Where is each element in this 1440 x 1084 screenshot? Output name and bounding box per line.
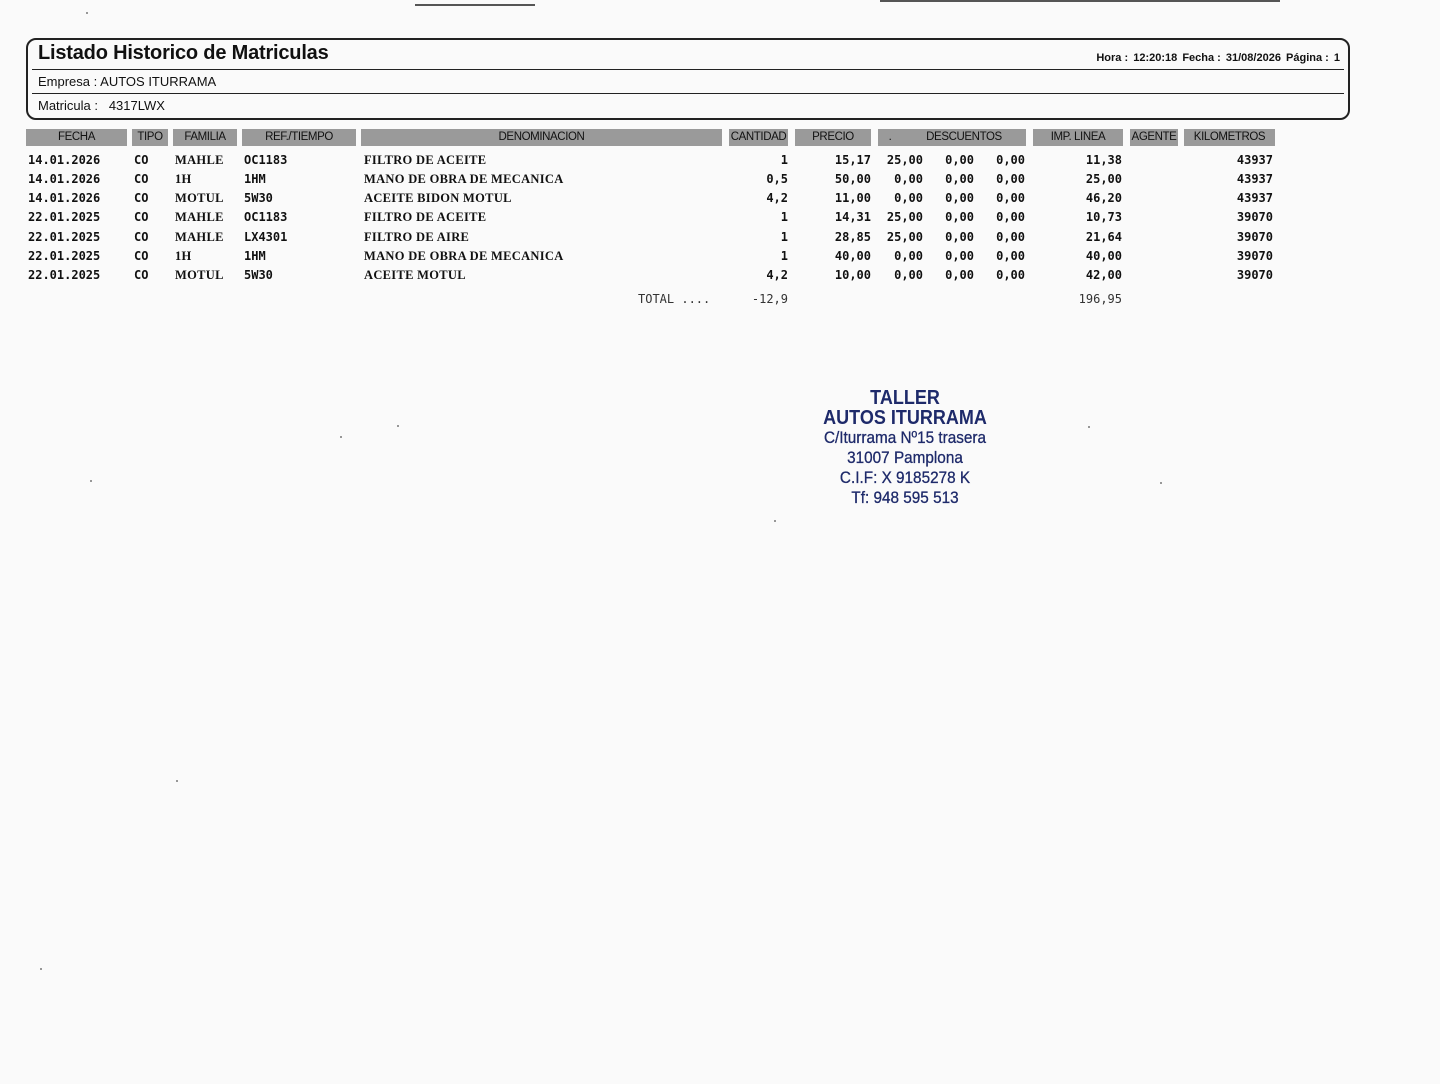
table-row [0,266,1440,285]
cell-denominacion: ACEITE BIDON MOTUL [364,191,512,205]
cell-descuento-1: 25,00 [886,230,923,244]
cell-cantidad: 4,2 [766,268,788,282]
stamp-line-taller: TALLER [870,387,940,409]
scan-speck [1160,482,1162,484]
cell-descuento-3: 0,00 [996,268,1025,282]
pagina-label: Página : [1286,52,1329,64]
cell-descuento-1: 25,00 [886,210,923,224]
cell-precio: 28,85 [834,230,871,244]
pagina-value: 1 [1333,52,1340,64]
scan-speck [86,12,88,14]
scan-edge-line [415,4,535,6]
cell-ref: OC1183 [244,210,288,224]
cell-tipo: CO [134,268,149,282]
cell-cantidad: 1 [780,210,788,224]
cell-tipo: CO [134,230,149,244]
header-divider [32,69,1344,70]
table-row [0,170,1440,189]
cell-denominacion: FILTRO DE ACEITE [364,210,487,224]
scan-speck [340,436,342,438]
cell-familia: 1H [175,172,192,186]
stamp-line-city: 31007 Pamplona [847,448,963,467]
cell-precio: 14,31 [834,210,871,224]
scan-speck [176,780,178,782]
cell-descuento-2: 0,00 [945,153,974,167]
cell-precio: 15,17 [834,153,871,167]
column-header-agente: AGENTE [1130,129,1178,146]
cell-fecha: 14.01.2026 [28,172,101,186]
cell-cantidad: 1 [780,249,788,263]
cell-fecha: 14.01.2026 [28,153,101,167]
table-row [0,151,1440,170]
stamp-line-company: AUTOS ITURRAMA [823,407,987,429]
cell-descuento-1: 0,00 [894,191,923,205]
column-header-fecha: FECHA [26,129,127,146]
cell-fecha: 22.01.2025 [28,268,101,282]
cell-descuento-3: 0,00 [996,191,1025,205]
hora-label: Hora : [1096,52,1129,64]
hora-value: 12:20:18 [1133,52,1178,64]
cell-imp-linea: 21,64 [1085,230,1122,244]
cell-descuento-2: 0,00 [945,191,974,205]
table-row [0,228,1440,247]
cell-fecha: 22.01.2025 [28,249,101,263]
total-label: TOTAL .... [638,292,711,306]
column-header-tipo: TIPO [132,129,168,146]
cell-denominacion: ACEITE MOTUL [364,268,466,282]
column-header-ref: REF./TIEMPO [242,129,356,146]
cell-descuento-2: 0,00 [945,210,974,224]
scan-edge-line [880,0,1280,2]
cell-kilometros: 43937 [1236,153,1273,167]
column-header-precio: PRECIO [795,129,871,146]
cell-descuento-3: 0,00 [996,249,1025,263]
empresa-label: Empresa : [38,74,98,89]
cell-descuento-2: 0,00 [945,230,974,244]
cell-kilometros: 39070 [1236,268,1273,282]
empresa-row [38,74,216,89]
cell-ref: 1HM [244,249,266,263]
column-header-cantidad: CANTIDAD [729,129,788,146]
cell-cantidad: 4,2 [766,191,788,205]
header-divider [32,93,1344,94]
cell-precio: 11,00 [834,191,871,205]
matricula-label: Matricula : [38,98,98,113]
cell-familia: MOTUL [175,268,224,282]
cell-fecha: 14.01.2026 [28,191,101,205]
cell-descuento-3: 0,00 [996,172,1025,186]
report-title: Listado Historico de Matriculas [38,42,329,64]
table-row [0,189,1440,208]
column-header-familia: FAMILIA [173,129,237,146]
cell-denominacion: FILTRO DE AIRE [364,230,470,244]
scan-speck [397,425,399,427]
total-imp-linea: 196,95 [1078,292,1122,306]
cell-descuento-1: 0,00 [894,172,923,186]
cell-denominacion: FILTRO DE ACEITE [364,153,487,167]
cell-imp-linea: 46,20 [1085,191,1122,205]
matricula-value: 4317LWX [108,98,165,113]
empresa-value: AUTOS ITURRAMA [100,74,217,89]
cell-cantidad: 0,5 [766,172,788,186]
cell-fecha: 22.01.2025 [28,230,101,244]
table-row [0,208,1440,227]
cell-precio: 40,00 [834,249,871,263]
cell-precio: 50,00 [834,172,871,186]
cell-familia: 1H [175,249,192,263]
cell-imp-linea: 25,00 [1085,172,1122,186]
cell-ref: LX4301 [244,230,288,244]
scan-speck [90,480,92,482]
cell-familia: MAHLE [175,210,224,224]
cell-familia: MAHLE [175,153,224,167]
cell-imp-linea: 11,38 [1085,153,1122,167]
cell-imp-linea: 40,00 [1085,249,1122,263]
table-row [0,247,1440,266]
cell-imp-linea: 10,73 [1085,210,1122,224]
stamp-line-address: C/Iturrama Nº15 trasera [823,428,987,447]
cell-tipo: CO [134,172,149,186]
cell-descuento-1: 25,00 [886,153,923,167]
company-stamp [802,388,1009,508]
report-meta [1094,52,1340,64]
cell-ref: 5W30 [244,191,273,205]
cell-familia: MOTUL [175,191,224,205]
cell-precio: 10,00 [834,268,871,282]
cell-tipo: CO [134,249,149,263]
cell-descuento-1: 0,00 [894,268,923,282]
cell-kilometros: 39070 [1236,210,1273,224]
cell-ref: 5W30 [244,268,273,282]
cell-ref: OC1183 [244,153,288,167]
cell-imp-linea: 42,00 [1085,268,1122,282]
cell-denominacion: MANO DE OBRA DE MECANICA [364,249,564,263]
matricula-row [38,98,165,113]
cell-tipo: CO [134,210,149,224]
cell-descuento-3: 0,00 [996,210,1025,224]
cell-cantidad: 1 [780,153,788,167]
cell-kilometros: 39070 [1236,249,1273,263]
cell-tipo: CO [134,191,149,205]
cell-descuento-2: 0,00 [945,172,974,186]
cell-cantidad: 1 [780,230,788,244]
column-header-dot: . [878,129,902,146]
cell-fecha: 22.01.2025 [28,210,101,224]
column-header-imp-linea: IMP. LINEA [1033,129,1123,146]
cell-tipo: CO [134,153,149,167]
cell-denominacion: MANO DE OBRA DE MECANICA [364,172,564,186]
total-cantidad: -12,9 [751,292,788,306]
stamp-line-phone: Tf: 948 595 513 [851,488,959,507]
cell-kilometros: 43937 [1236,191,1273,205]
scan-speck [1088,426,1090,428]
cell-descuento-1: 0,00 [894,249,923,263]
scan-speck [40,968,42,970]
column-header-descuentos: DESCUENTOS [902,129,1026,146]
fecha-label: Fecha : [1182,52,1221,64]
column-header-denominacion: DENOMINACION [361,129,722,146]
cell-descuento-2: 0,00 [945,268,974,282]
stamp-line-cif: C.I.F: X 9185278 K [839,468,971,487]
cell-descuento-3: 0,00 [996,153,1025,167]
report-header [26,38,1350,120]
scan-speck [774,520,776,522]
column-header-kilometros: KILOMETROS [1184,129,1275,146]
cell-kilometros: 39070 [1236,230,1273,244]
cell-descuento-2: 0,00 [945,249,974,263]
cell-ref: 1HM [244,172,266,186]
cell-kilometros: 43937 [1236,172,1273,186]
cell-descuento-3: 0,00 [996,230,1025,244]
fecha-value: 31/08/2026 [1225,52,1281,64]
cell-familia: MAHLE [175,230,224,244]
